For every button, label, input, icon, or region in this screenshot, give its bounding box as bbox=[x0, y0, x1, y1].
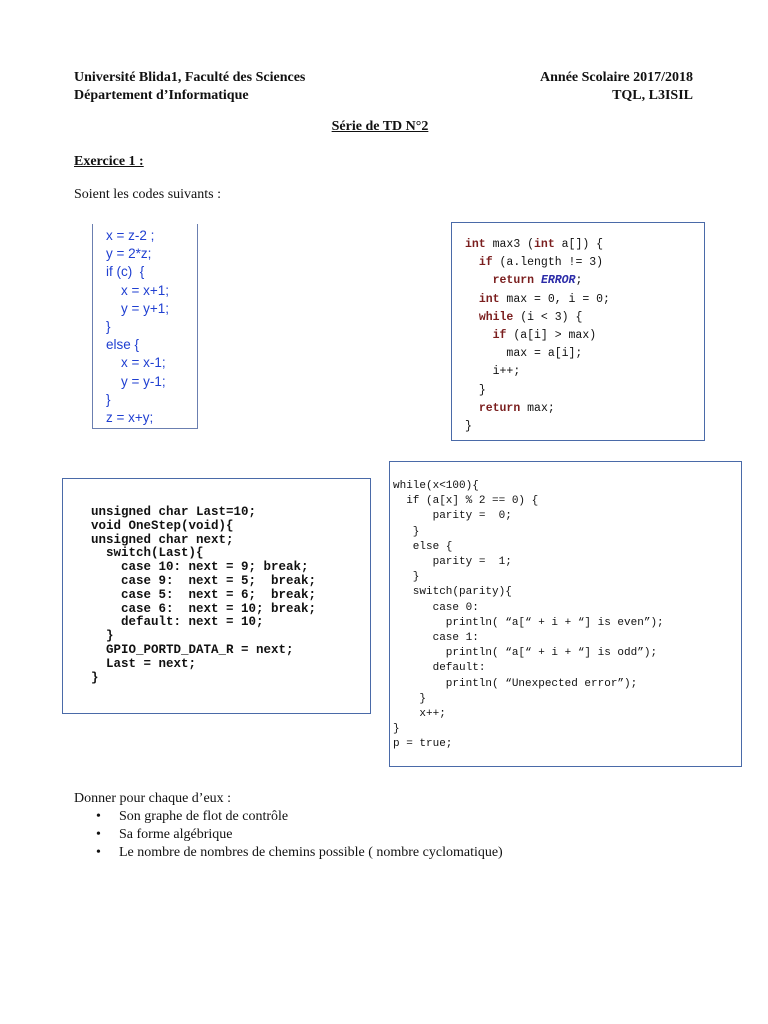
header-right bbox=[540, 69, 693, 105]
code-keyword: while bbox=[478, 310, 514, 324]
code-box-onestep bbox=[62, 478, 371, 714]
code-text: i++; bbox=[492, 365, 521, 379]
course-class: TQL, L3ISIL bbox=[612, 88, 693, 103]
list-item: • Le nombre de nombres de chemins possible ( nombre cyclomatique) bbox=[119, 844, 503, 862]
code-keyword: int bbox=[478, 292, 500, 306]
code-text: (a[i] > max) bbox=[506, 329, 597, 343]
department-name: Département d’Informatique bbox=[74, 88, 249, 103]
code-keyword: int bbox=[465, 238, 486, 251]
list-item: • Sa forme algébrique bbox=[119, 826, 503, 844]
university-name: Université Blida1, Faculté des Sciences bbox=[74, 70, 306, 85]
code-text: (i < 3) { bbox=[513, 310, 583, 324]
code-box-while bbox=[389, 461, 742, 767]
document-title-text: Série de TD N°2 bbox=[331, 119, 429, 134]
code-block-while: while(x<100){ if (a[x] % 2 == 0) { parity = 0; } else { parity = 1; } switch(parity){ case 0: println( “a[“ + i + “] is even”); case 1: println( “a[“ + i + “] is odd”); default: println( “Unexpected error”); } x++; } p = true; bbox=[393, 480, 664, 751]
code-block-onestep: unsigned char Last=10; void OneStep(void){ unsigned char next; switch(Last){ case 10: next = 9; break; case 9: next = 5; break; case 5: next = 6; break; case 6: next = 10; break; default: next = 10; } GPIO_PORTD_DATA_R = next; Last = next; } bbox=[91, 505, 317, 685]
code-block-1: x = z-2 ; y = 2*z; if (c) { x = x+1; y = y+1; } else { x = x-1; y = y-1; } z = x+y; bbox=[106, 228, 170, 426]
intro-text: Soient les codes suivants : bbox=[74, 187, 221, 202]
code-text: a[]) { bbox=[554, 238, 604, 251]
code-text: max = a[i]; bbox=[506, 347, 583, 361]
code-keyword: if bbox=[492, 329, 507, 343]
question-section bbox=[74, 790, 503, 862]
exercise-title: Exercice 1 : bbox=[74, 154, 144, 169]
code-keyword: if bbox=[478, 256, 493, 270]
code-text: max3 ( bbox=[485, 238, 535, 251]
question-text: Donner pour chaque d’eux : bbox=[74, 791, 232, 806]
code-text: ; bbox=[575, 274, 583, 288]
code-keyword: int bbox=[534, 238, 555, 251]
code-text: max = 0, i = 0; bbox=[499, 292, 610, 306]
code-text: } bbox=[465, 420, 472, 434]
question-list bbox=[74, 808, 503, 862]
code-keyword: return bbox=[478, 401, 521, 415]
code-box-max3 bbox=[451, 222, 705, 441]
code-text: (a.length != 3) bbox=[492, 256, 604, 270]
header-left bbox=[74, 69, 305, 105]
code-text: } bbox=[478, 383, 486, 397]
code-block-max3 bbox=[452, 223, 704, 436]
code-text: max; bbox=[520, 401, 555, 415]
document-title bbox=[0, 119, 764, 135]
code-keyword: return bbox=[492, 274, 535, 288]
code-box-1 bbox=[92, 224, 198, 429]
list-item: • Son graphe de flot de contrôle bbox=[119, 808, 503, 826]
school-year: Année Scolaire 2017/2018 bbox=[540, 70, 693, 85]
code-error-constant: ERROR bbox=[540, 274, 576, 288]
